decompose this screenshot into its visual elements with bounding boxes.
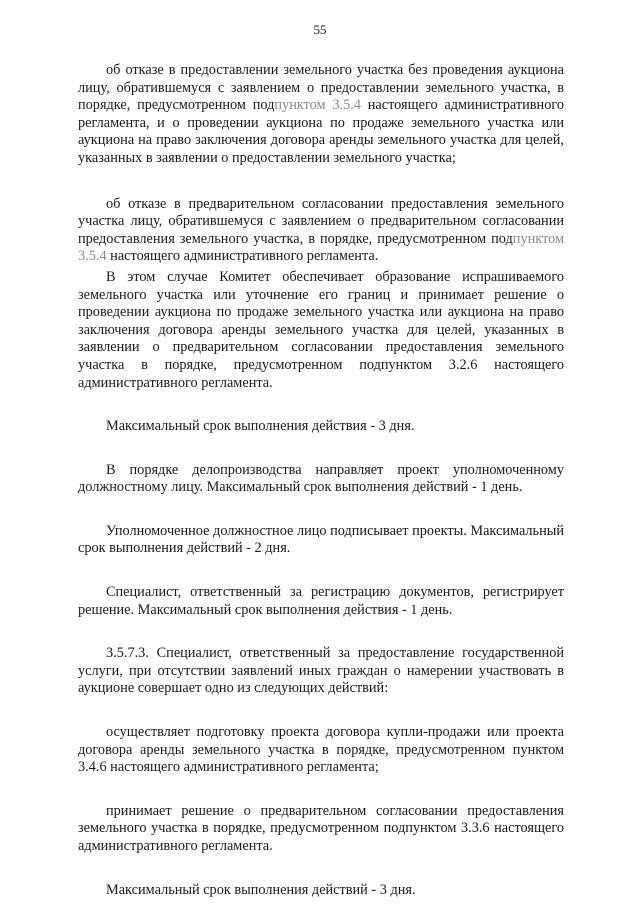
paragraph-max-term-final: Максимальный срок выполнения действий - 3 дня.	[106, 881, 416, 898]
paragraph-preliminary-approval-decision: принимает решение о предварительном согласовании предоставления земельного участка в порядке, предусмотренном подпунктом 3.3.6 настоящего административного регламента.	[78, 802, 564, 854]
paragraph-refusal-without-auction	[78, 62, 564, 168]
paragraph-registration: Специалист, ответственный за регистрацию документов, регистрирует решение. Максимальный срок выполнения действия - 1 день.	[78, 584, 564, 618]
document-body	[78, 62, 564, 899]
reference-link[interactable]: пунктом 3.5.4	[78, 230, 564, 265]
paragraph-max-term-3-days: Максимальный срок выполнения действия - 3 дня.	[106, 418, 415, 435]
paragraph-text: об отказе в предоставлении земельного участка без проведения аукциона лицу, обратившемуся с заявлением о предоставлении земельного участка, в порядке, предусмотренном под	[78, 62, 564, 114]
paragraph-refusal-preliminary-approval	[78, 196, 564, 266]
reference-link[interactable]: пунктом 3.5.4	[274, 97, 361, 114]
page-number: 55	[313, 22, 327, 37]
paragraph-3-5-7-3: 3.5.7.3. Специалист, ответственный за предоставление государственной услуги, при отсутствии заявлений иных граждан о намерении участвовать в аукционе совершает одно из следующих действий:	[78, 645, 564, 697]
paragraph-official-signs: Уполномоченное должностное лицо подписывает проекты. Максимальный срок выполнения действий - 2 дня.	[78, 522, 564, 557]
paragraph-send-to-official: В порядке делопроизводства направляет проект уполномоченному должностному лицу. Максимальный срок выполнения действий - 1 день.	[78, 461, 564, 496]
paragraph-prepare-contract: осуществляет подготовку проекта договора купли-продажи или проекта договора аренды земельного участка в порядке, предусмотренном пунктом 3.4.6 настоящего административного регламента;	[78, 724, 564, 776]
paragraph-text: настоящего административного регламента, и о проведении аукциона по продаже земельного участка или аукциона на право заключения договора аренды земельного участка для целей, указанных в заявлении о предоставлении земельного участка;	[78, 97, 564, 166]
paragraph-text: настоящего административного регламента.	[106, 248, 379, 265]
paragraph-text: об отказе в предварительном согласовании предоставления земельного участка лицу, обратившемуся с заявлением о предварительном согласовании предоставления земельного участка, в порядке, предусмотренном под	[78, 195, 564, 247]
paragraph-committee-actions: В этом случае Комитет обеспечивает образование испрашиваемого земельного участка или уточнение его границ и принимает решение о проведении аукциона по продаже земельного участка или аукциона на право заключения договора аренды земельного участка для целей, указанных в заявлении о предварительном согласовании предоставления земельного участка в порядке, предусмотренном подпунктом 3.2.6 настоящего административного регламента.	[78, 268, 564, 391]
